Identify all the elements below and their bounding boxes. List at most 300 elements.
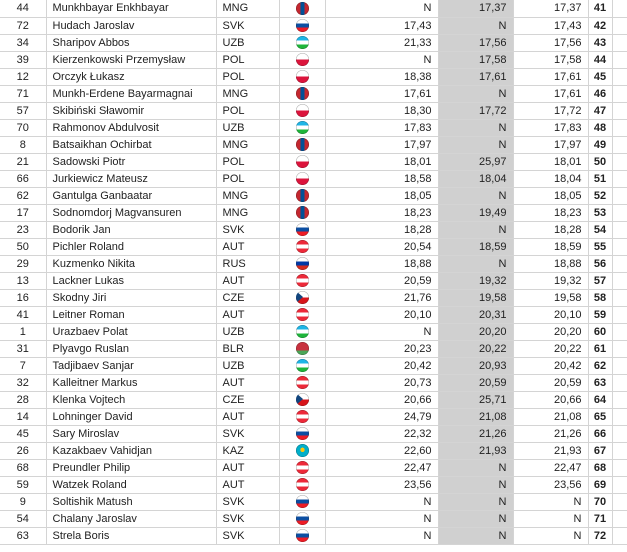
run1-time-cell[interactable]: 22,60 [325,442,438,459]
best-time-cell[interactable]: 17,97 [513,136,588,153]
best-time-cell[interactable]: 17,61 [513,68,588,85]
athlete-name-cell[interactable]: Chalany Jaroslav [46,510,216,527]
flag-cell[interactable] [279,289,325,306]
run1-time-cell[interactable]: 21,76 [325,289,438,306]
nation-code-cell[interactable]: UZB [216,34,279,51]
flag-cell[interactable] [279,0,325,17]
run1-time-cell[interactable]: 24,79 [325,408,438,425]
flag-cell[interactable] [279,204,325,221]
run1-time-cell[interactable]: 22,47 [325,459,438,476]
flag-cell[interactable] [279,391,325,408]
rank-cell[interactable]: 58 [588,289,612,306]
bib-number-cell[interactable]: 23 [0,221,46,238]
empty-cell[interactable] [612,289,627,306]
athlete-name-cell[interactable]: Kalleitner Markus [46,374,216,391]
run2-time-cell[interactable]: 21,26 [438,425,513,442]
run1-time-cell[interactable]: 17,61 [325,85,438,102]
athlete-name-cell[interactable]: Lackner Lukas [46,272,216,289]
run1-time-cell[interactable]: 20,59 [325,272,438,289]
empty-cell[interactable] [612,17,627,34]
best-time-cell[interactable]: 20,66 [513,391,588,408]
nation-code-cell[interactable]: AUT [216,459,279,476]
flag-cell[interactable] [279,153,325,170]
empty-cell[interactable] [612,357,627,374]
athlete-name-cell[interactable]: Jurkiewicz Mateusz [46,170,216,187]
run2-time-cell[interactable]: N [438,255,513,272]
athlete-name-cell[interactable]: Rahmonov Abdulvosit [46,119,216,136]
rank-cell[interactable]: 50 [588,153,612,170]
flag-cell[interactable] [279,476,325,493]
flag-cell[interactable] [279,527,325,544]
run1-time-cell[interactable]: 17,97 [325,136,438,153]
best-time-cell[interactable]: 20,22 [513,340,588,357]
flag-cell[interactable] [279,340,325,357]
run1-time-cell[interactable]: N [325,510,438,527]
flag-cell[interactable] [279,323,325,340]
run1-time-cell[interactable]: 17,43 [325,17,438,34]
empty-cell[interactable] [612,34,627,51]
best-time-cell[interactable]: 21,93 [513,442,588,459]
nation-code-cell[interactable]: MNG [216,85,279,102]
nation-code-cell[interactable]: POL [216,51,279,68]
best-time-cell[interactable]: 20,42 [513,357,588,374]
flag-cell[interactable] [279,17,325,34]
empty-cell[interactable] [612,170,627,187]
flag-cell[interactable] [279,68,325,85]
athlete-name-cell[interactable]: Skibiński Sławomir [46,102,216,119]
flag-svk-icon [296,19,309,32]
run2-time-cell[interactable]: N [438,527,513,544]
run2-time-cell[interactable]: 19,49 [438,204,513,221]
nation-code-cell[interactable]: SVK [216,527,279,544]
bib-number-cell[interactable]: 72 [0,17,46,34]
flag-cell[interactable] [279,374,325,391]
run2-time-cell[interactable]: N [438,187,513,204]
athlete-name-cell[interactable]: Bodorik Jan [46,221,216,238]
rank-cell[interactable]: 71 [588,510,612,527]
run2-time-cell[interactable]: N [438,136,513,153]
bib-number-cell[interactable]: 7 [0,357,46,374]
rank-cell[interactable]: 59 [588,306,612,323]
run2-time-cell[interactable]: 20,59 [438,374,513,391]
best-time-cell[interactable]: 17,56 [513,34,588,51]
flag-cell[interactable] [279,459,325,476]
run2-time-cell[interactable]: 17,56 [438,34,513,51]
best-time-cell[interactable]: 18,05 [513,187,588,204]
bib-number-cell[interactable]: 16 [0,289,46,306]
run1-time-cell[interactable]: N [325,51,438,68]
run2-time-cell[interactable]: 18,59 [438,238,513,255]
athlete-name-cell[interactable]: Kierzenkowski Przemysław [46,51,216,68]
bib-number-cell[interactable]: 71 [0,85,46,102]
empty-cell[interactable] [612,374,627,391]
best-time-cell[interactable]: 18,59 [513,238,588,255]
bib-number-cell[interactable]: 13 [0,272,46,289]
best-time-cell[interactable]: 20,20 [513,323,588,340]
rank-cell[interactable]: 47 [588,102,612,119]
flag-cell[interactable] [279,272,325,289]
flag-cell[interactable] [279,493,325,510]
empty-cell[interactable] [612,408,627,425]
bib-number-cell[interactable]: 14 [0,408,46,425]
bib-number-cell[interactable]: 54 [0,510,46,527]
run1-time-cell[interactable]: 18,88 [325,255,438,272]
nation-code-cell[interactable]: AUT [216,374,279,391]
run2-time-cell[interactable]: 18,04 [438,170,513,187]
rank-cell[interactable]: 55 [588,238,612,255]
run2-time-cell[interactable]: N [438,459,513,476]
empty-cell[interactable] [612,238,627,255]
rank-cell[interactable]: 62 [588,357,612,374]
rank-cell[interactable]: 54 [588,221,612,238]
run1-time-cell[interactable]: 20,42 [325,357,438,374]
athlete-name-cell[interactable]: Orczyk Łukasz [46,68,216,85]
best-time-cell[interactable]: 18,88 [513,255,588,272]
best-time-cell[interactable]: 18,28 [513,221,588,238]
best-time-cell[interactable]: 22,47 [513,459,588,476]
flag-svk-icon [296,495,309,508]
run1-time-cell[interactable]: 20,73 [325,374,438,391]
nation-code-cell[interactable]: POL [216,102,279,119]
run2-time-cell[interactable]: N [438,476,513,493]
run1-time-cell[interactable]: 18,23 [325,204,438,221]
empty-cell[interactable] [612,119,627,136]
bib-number-cell[interactable]: 70 [0,119,46,136]
best-time-cell[interactable]: 18,01 [513,153,588,170]
rank-cell[interactable]: 60 [588,323,612,340]
empty-cell[interactable] [612,272,627,289]
empty-cell[interactable] [612,85,627,102]
empty-cell[interactable] [612,102,627,119]
best-time-cell[interactable]: 18,04 [513,170,588,187]
rank-cell[interactable]: 44 [588,51,612,68]
flag-cell[interactable] [279,221,325,238]
best-time-cell[interactable]: 17,72 [513,102,588,119]
athlete-name-cell[interactable]: Klenka Vojtech [46,391,216,408]
best-time-cell[interactable]: 18,23 [513,204,588,221]
rank-cell[interactable]: 51 [588,170,612,187]
empty-cell[interactable] [612,323,627,340]
flag-cell[interactable] [279,442,325,459]
rank-cell[interactable]: 64 [588,391,612,408]
run1-time-cell[interactable]: 18,30 [325,102,438,119]
nation-code-cell[interactable]: SVK [216,510,279,527]
run1-time-cell[interactable]: 21,33 [325,34,438,51]
best-time-cell[interactable]: 21,26 [513,425,588,442]
run2-time-cell[interactable]: 17,61 [438,68,513,85]
best-time-cell[interactable]: 19,58 [513,289,588,306]
rank-cell[interactable]: 53 [588,204,612,221]
bib-number-cell[interactable]: 39 [0,51,46,68]
bib-number-cell[interactable]: 50 [0,238,46,255]
rank-cell[interactable]: 56 [588,255,612,272]
flag-mng-icon [296,2,309,15]
run2-time-cell[interactable]: 17,37 [438,0,513,17]
nation-code-cell[interactable]: MNG [216,136,279,153]
bib-number-cell[interactable]: 21 [0,153,46,170]
run1-time-cell[interactable]: 18,38 [325,68,438,85]
athlete-name-cell[interactable]: Watzek Roland [46,476,216,493]
bib-number-cell[interactable]: 31 [0,340,46,357]
run2-time-cell[interactable]: 19,32 [438,272,513,289]
empty-cell[interactable] [612,0,627,17]
flag-cell[interactable] [279,170,325,187]
empty-cell[interactable] [612,391,627,408]
bib-number-cell[interactable]: 26 [0,442,46,459]
bib-number-cell[interactable]: 9 [0,493,46,510]
flag-cell[interactable] [279,357,325,374]
table-row [0,68,627,85]
best-time-cell[interactable]: 17,43 [513,17,588,34]
empty-cell[interactable] [612,459,627,476]
bib-number-cell[interactable]: 44 [0,0,46,17]
flag-mng-icon [296,87,309,100]
empty-cell[interactable] [612,340,627,357]
athlete-name-cell[interactable]: Sary Miroslav [46,425,216,442]
rank-cell[interactable]: 72 [588,527,612,544]
bib-number-cell[interactable]: 59 [0,476,46,493]
athlete-name-cell[interactable]: Sharipov Abbos [46,34,216,51]
rank-cell[interactable]: 57 [588,272,612,289]
bib-number-cell[interactable]: 62 [0,187,46,204]
flag-cell[interactable] [279,51,325,68]
athlete-name-cell[interactable]: Preundler Philip [46,459,216,476]
athlete-name-cell[interactable]: Munkh-Erdene Bayarmagnai [46,85,216,102]
rank-cell[interactable]: 67 [588,442,612,459]
run1-time-cell[interactable]: N [325,493,438,510]
nation-code-cell[interactable]: CZE [216,289,279,306]
table-row [0,272,627,289]
athlete-name-cell[interactable]: Skodny Jiri [46,289,216,306]
nation-code-cell[interactable]: SVK [216,493,279,510]
flag-cell[interactable] [279,306,325,323]
rank-cell[interactable]: 41 [588,0,612,17]
run2-time-cell[interactable]: 17,72 [438,102,513,119]
nation-code-cell[interactable]: CZE [216,391,279,408]
flag-cell[interactable] [279,408,325,425]
run2-time-cell[interactable]: 21,08 [438,408,513,425]
flag-cell[interactable] [279,510,325,527]
table-row [0,0,627,17]
athlete-name-cell[interactable]: Plyavgo Ruslan [46,340,216,357]
run2-time-cell[interactable]: 20,20 [438,323,513,340]
bib-number-cell[interactable]: 8 [0,136,46,153]
rank-cell[interactable]: 42 [588,17,612,34]
nation-code-cell[interactable]: POL [216,153,279,170]
run1-time-cell[interactable]: 20,54 [325,238,438,255]
athlete-name-cell[interactable]: Sadowski Piotr [46,153,216,170]
nation-code-cell[interactable]: POL [216,68,279,85]
run1-time-cell[interactable]: N [325,323,438,340]
bib-number-cell[interactable]: 68 [0,459,46,476]
bib-number-cell[interactable]: 29 [0,255,46,272]
nation-code-cell[interactable]: UZB [216,357,279,374]
flag-cell[interactable] [279,255,325,272]
run1-time-cell[interactable]: 23,56 [325,476,438,493]
flag-pol-icon [296,104,309,117]
rank-cell[interactable]: 49 [588,136,612,153]
nation-code-cell[interactable]: MNG [216,204,279,221]
athlete-name-cell[interactable]: Lohninger David [46,408,216,425]
empty-cell[interactable] [612,68,627,85]
rank-cell[interactable]: 63 [588,374,612,391]
athlete-name-cell[interactable]: Pichler Roland [46,238,216,255]
flag-cell[interactable] [279,425,325,442]
nation-code-cell[interactable]: POL [216,170,279,187]
nation-code-cell[interactable]: UZB [216,119,279,136]
table-row [0,255,627,272]
nation-code-cell[interactable]: MNG [216,187,279,204]
run2-time-cell[interactable]: 25,97 [438,153,513,170]
bib-number-cell[interactable]: 12 [0,68,46,85]
best-time-cell[interactable]: 20,10 [513,306,588,323]
bib-number-cell[interactable]: 28 [0,391,46,408]
empty-cell[interactable] [612,51,627,68]
bib-number-cell[interactable]: 57 [0,102,46,119]
empty-cell[interactable] [612,442,627,459]
flag-cell[interactable] [279,187,325,204]
empty-cell[interactable] [612,153,627,170]
best-time-cell[interactable]: N [513,510,588,527]
run1-time-cell[interactable]: 18,01 [325,153,438,170]
athlete-name-cell[interactable]: Batsaikhan Ochirbat [46,136,216,153]
run2-time-cell[interactable]: 20,22 [438,340,513,357]
nation-code-cell[interactable]: BLR [216,340,279,357]
rank-cell[interactable]: 52 [588,187,612,204]
nation-code-cell[interactable]: SVK [216,221,279,238]
rank-cell[interactable]: 70 [588,493,612,510]
run2-time-cell[interactable]: 25,71 [438,391,513,408]
athlete-name-cell[interactable]: Kazakbaev Vahidjan [46,442,216,459]
nation-code-cell[interactable]: MNG [216,0,279,17]
nation-code-cell[interactable]: AUT [216,408,279,425]
empty-cell[interactable] [612,187,627,204]
rank-cell[interactable]: 69 [588,476,612,493]
bib-number-cell[interactable]: 63 [0,527,46,544]
athlete-name-cell[interactable]: Hudach Jaroslav [46,17,216,34]
run1-time-cell[interactable]: N [325,527,438,544]
run1-time-cell[interactable]: 20,10 [325,306,438,323]
rank-cell[interactable]: 68 [588,459,612,476]
rank-cell[interactable]: 65 [588,408,612,425]
athlete-name-cell[interactable]: Gantulga Ganbaatar [46,187,216,204]
flag-cell[interactable] [279,85,325,102]
best-time-cell[interactable]: 17,83 [513,119,588,136]
best-time-cell[interactable]: 21,08 [513,408,588,425]
run1-time-cell[interactable]: 22,32 [325,425,438,442]
best-time-cell[interactable]: 20,59 [513,374,588,391]
bib-number-cell[interactable]: 45 [0,425,46,442]
run2-time-cell[interactable]: N [438,510,513,527]
table-row [0,442,627,459]
nation-code-cell[interactable]: SVK [216,425,279,442]
flag-cell[interactable] [279,119,325,136]
bib-number-cell[interactable]: 66 [0,170,46,187]
nation-code-cell[interactable]: AUT [216,238,279,255]
flag-cell[interactable] [279,238,325,255]
nation-code-cell[interactable]: KAZ [216,442,279,459]
best-time-cell[interactable]: 19,32 [513,272,588,289]
run1-time-cell[interactable]: 17,83 [325,119,438,136]
empty-cell[interactable] [612,425,627,442]
empty-cell[interactable] [612,493,627,510]
run2-time-cell[interactable]: N [438,119,513,136]
run1-time-cell[interactable]: 18,58 [325,170,438,187]
run2-time-cell[interactable]: N [438,85,513,102]
athlete-name-cell[interactable]: Sodnomdorj Magvansuren [46,204,216,221]
table-row [0,510,627,527]
bib-number-cell[interactable]: 17 [0,204,46,221]
nation-code-cell[interactable]: RUS [216,255,279,272]
best-time-cell[interactable]: 23,56 [513,476,588,493]
rank-cell[interactable]: 45 [588,68,612,85]
bib-number-cell[interactable]: 1 [0,323,46,340]
athlete-name-cell[interactable]: Tadjibaev Sanjar [46,357,216,374]
run1-time-cell[interactable]: 18,05 [325,187,438,204]
athlete-name-cell[interactable]: Strela Boris [46,527,216,544]
rank-cell[interactable]: 48 [588,119,612,136]
nation-code-cell[interactable]: AUT [216,306,279,323]
athlete-name-cell[interactable]: Leitner Roman [46,306,216,323]
rank-cell[interactable]: 46 [588,85,612,102]
run1-time-cell[interactable]: 18,28 [325,221,438,238]
run1-time-cell[interactable]: 20,23 [325,340,438,357]
empty-cell[interactable] [612,136,627,153]
run1-time-cell[interactable]: N [325,0,438,17]
run2-time-cell[interactable]: 17,58 [438,51,513,68]
athlete-name-cell[interactable]: Soltishik Matush [46,493,216,510]
best-time-cell[interactable]: N [513,527,588,544]
nation-code-cell[interactable]: AUT [216,272,279,289]
nation-code-cell[interactable]: SVK [216,17,279,34]
flag-cell[interactable] [279,34,325,51]
run2-time-cell[interactable]: 21,93 [438,442,513,459]
athlete-name-cell[interactable]: Munkhbayar Enkhbayar [46,0,216,17]
run2-time-cell[interactable]: 20,93 [438,357,513,374]
bib-number-cell[interactable]: 34 [0,34,46,51]
run2-time-cell[interactable]: 19,58 [438,289,513,306]
empty-cell[interactable] [612,255,627,272]
empty-cell[interactable] [612,306,627,323]
table-row [0,374,627,391]
empty-cell[interactable] [612,510,627,527]
athlete-name-cell[interactable]: Kuzmenko Nikita [46,255,216,272]
flag-cell[interactable] [279,136,325,153]
run2-time-cell[interactable]: N [438,493,513,510]
rank-cell[interactable]: 66 [588,425,612,442]
athlete-name-cell[interactable]: Urazbaev Polat [46,323,216,340]
best-time-cell[interactable]: 17,58 [513,51,588,68]
nation-code-cell[interactable]: AUT [216,476,279,493]
best-time-cell[interactable]: 17,37 [513,0,588,17]
run2-time-cell[interactable]: 20,31 [438,306,513,323]
empty-cell[interactable] [612,221,627,238]
bib-number-cell[interactable]: 41 [0,306,46,323]
bib-number-cell[interactable]: 32 [0,374,46,391]
empty-cell[interactable] [612,527,627,544]
empty-cell[interactable] [612,476,627,493]
best-time-cell[interactable]: N [513,493,588,510]
empty-cell[interactable] [612,204,627,221]
run1-time-cell[interactable]: 20,66 [325,391,438,408]
run2-time-cell[interactable]: N [438,221,513,238]
best-time-cell[interactable]: 17,61 [513,85,588,102]
flag-cell[interactable] [279,102,325,119]
rank-cell[interactable]: 61 [588,340,612,357]
rank-cell[interactable]: 43 [588,34,612,51]
run2-time-cell[interactable]: N [438,17,513,34]
nation-code-cell[interactable]: UZB [216,323,279,340]
